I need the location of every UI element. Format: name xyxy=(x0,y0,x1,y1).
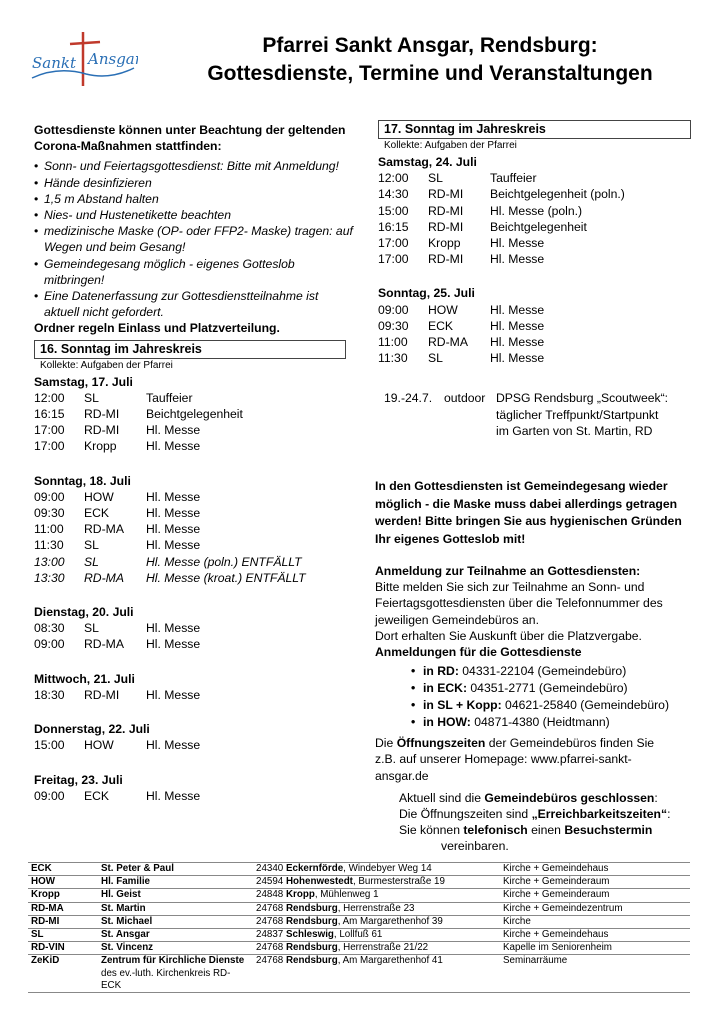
directory-name xyxy=(98,863,253,876)
church-name: St. Vincenz xyxy=(101,942,154,954)
service-type: Hl. Messe (kroat.) ENTFÄLLT xyxy=(146,570,306,585)
city-name: Eckernförde xyxy=(285,863,344,874)
service-location: SL xyxy=(84,538,99,553)
day-heading: Donnerstag, 22. Juli xyxy=(34,722,150,737)
service-time: 11:30 xyxy=(34,538,64,553)
street: , Burmesterstraße 19 xyxy=(352,876,445,888)
service-location: Kropp xyxy=(84,439,117,454)
corona-rule-item: • Sonn- und Feiertagsgottesdienst: Bitte mit Anmeldung! xyxy=(34,158,354,174)
directory-abbreviation xyxy=(28,863,98,876)
abbreviation-text: SL xyxy=(31,929,44,941)
text: der Gemeindebüros finden Sie xyxy=(485,736,655,751)
directory-row xyxy=(28,889,690,902)
directory-address xyxy=(253,942,500,955)
anmeldung-heading: Anmeldung zur Teilnahme an Gottesdiensten: xyxy=(375,564,641,578)
directory-name xyxy=(98,915,253,928)
service-type: Beichtgelegenheit xyxy=(146,407,243,422)
service-row xyxy=(378,318,698,334)
church-name: Hl. Familie xyxy=(101,876,150,888)
text: : xyxy=(667,807,671,822)
spacer xyxy=(34,455,354,471)
service-time: 16:15 xyxy=(378,219,409,234)
service-time: 15:00 xyxy=(378,203,409,218)
directory-name xyxy=(98,929,253,942)
service-location: SL xyxy=(428,351,443,366)
street: , Herrenstraße 21/22 xyxy=(337,942,429,954)
service-row xyxy=(34,406,354,422)
registration-place: in ECK: xyxy=(423,681,468,696)
directory-facility xyxy=(500,902,690,915)
text-bold: „Erreichbarkeitszeiten“ xyxy=(531,807,668,822)
city-name: Rendsburg xyxy=(285,902,338,914)
abbreviation-text: RD-MI xyxy=(31,915,60,927)
facility-type: Kirche xyxy=(503,915,531,927)
directory-facility xyxy=(500,929,690,942)
service-time: 09:00 xyxy=(34,637,65,652)
day-heading: Mittwoch, 21. Juli xyxy=(34,671,135,686)
postal-code: 24340 xyxy=(256,863,284,874)
service-type: Hl. Messe xyxy=(490,351,545,366)
service-location: HOW xyxy=(84,489,114,504)
service-type: Tauffeier xyxy=(490,171,537,186)
week17-schedule xyxy=(378,154,698,366)
page-title xyxy=(150,32,710,88)
service-time: 11:00 xyxy=(378,335,408,350)
service-type: Hl. Messe xyxy=(146,788,201,803)
abbreviation-text: RD-VIN xyxy=(31,942,65,954)
service-row xyxy=(34,390,354,406)
directory-facility xyxy=(500,863,690,876)
service-time: 18:30 xyxy=(34,687,65,702)
service-location: RD-MI xyxy=(428,187,464,202)
service-time: 16:15 xyxy=(34,407,65,422)
registration-place: in HOW: xyxy=(423,715,471,730)
week16-kollekte: Kollekte: Aufgaben der Pfarrei xyxy=(40,359,173,371)
directory-address xyxy=(253,876,500,889)
facility-type: Kirche + Gemeinderaum xyxy=(503,876,610,888)
directory-row xyxy=(28,929,690,942)
postal-code: 24768 xyxy=(256,942,284,954)
service-location: RD-MI xyxy=(84,687,120,702)
service-type: Hl. Messe xyxy=(490,252,545,267)
directory-name xyxy=(98,876,253,889)
spacer xyxy=(34,586,354,602)
service-location: ECK xyxy=(84,788,110,803)
abbreviation-text: HOW xyxy=(31,876,55,888)
service-row xyxy=(34,620,354,636)
anmeldung-line: jeweiligen Gemeindebüros an. xyxy=(375,612,539,627)
week16-title: 16. Sonntag im Jahreskreis xyxy=(34,340,346,359)
service-type: Hl. Messe xyxy=(490,302,545,317)
service-row xyxy=(34,505,354,521)
directory-abbreviation xyxy=(28,915,98,928)
service-type: Hl. Messe xyxy=(146,687,201,702)
anmeldung-line: Bitte melden Sie sich zur Teilnahme an Sonn- und xyxy=(375,580,645,595)
info-block xyxy=(375,478,700,855)
directory-abbreviation xyxy=(28,955,98,993)
service-type: Hl. Messe (poln.) xyxy=(490,203,583,218)
registration-item xyxy=(411,680,700,697)
text: Sie können xyxy=(399,823,464,838)
registration-phone: 04351-2771 (Gemeindebüro) xyxy=(470,681,628,696)
service-type: Tauffeier xyxy=(146,390,193,405)
service-time: 09:00 xyxy=(34,788,65,803)
text: vereinbaren. xyxy=(441,839,509,854)
service-location: Kropp xyxy=(428,236,461,251)
corona-rule-item: • Hände desinfizieren xyxy=(34,175,354,191)
service-row xyxy=(34,489,354,505)
directory-address xyxy=(253,902,500,915)
service-location: SL xyxy=(84,621,99,636)
event-line-2: täglicher Treffpunkt/Startpunkt xyxy=(496,407,659,422)
service-location: RD-MI xyxy=(428,252,464,267)
city-name: Hohenwestedt xyxy=(285,876,353,888)
gesang-line: werden! Bitte bringen Sie aus hygienischen Gründen xyxy=(375,514,682,528)
service-time: 17:00 xyxy=(378,236,409,251)
service-type: Hl. Messe xyxy=(146,439,201,454)
service-type: Hl. Messe xyxy=(146,506,201,521)
text: : xyxy=(654,790,658,805)
directory-abbreviation xyxy=(28,902,98,915)
facility-type: Kirche + Gemeindehaus xyxy=(503,929,609,941)
svg-text:Sankt: Sankt xyxy=(32,54,76,72)
service-time: 09:30 xyxy=(34,506,65,521)
directory-address xyxy=(253,889,500,902)
registration-phone: 04331-22104 (Gemeindebüro) xyxy=(462,664,627,679)
gesang-notice xyxy=(375,478,700,548)
title-line-2: Gottesdienste, Termine und Veranstaltungen xyxy=(207,62,653,85)
registration-phone: 04621-25840 (Gemeindebüro) xyxy=(505,698,670,713)
service-row xyxy=(378,251,698,267)
text: Aktuell sind die xyxy=(399,790,485,805)
street: , Windebyer Weg 14 xyxy=(343,863,432,874)
church-name: St. Peter & Paul xyxy=(101,863,174,874)
street: , Mühlenweg 1 xyxy=(314,889,379,901)
directory-abbreviation xyxy=(28,929,98,942)
svg-text:Ansgar: Ansgar xyxy=(88,50,138,68)
text-bold: Gemeindebüros geschlossen xyxy=(484,790,655,805)
service-type: Hl. Messe xyxy=(146,738,201,753)
service-row xyxy=(378,302,698,318)
service-time: 14:30 xyxy=(378,187,409,202)
service-time: 08:30 xyxy=(34,621,65,636)
directory-facility xyxy=(500,955,690,993)
anmeldung-list-heading: Anmeldungen für die Gottesdienste xyxy=(375,645,582,660)
service-location: RD-MA xyxy=(84,522,124,537)
directory-row xyxy=(28,902,690,915)
directory-row xyxy=(28,876,690,889)
service-location: SL xyxy=(428,171,443,186)
directory-row xyxy=(28,915,690,928)
facility-type: Seminarräume xyxy=(503,955,568,967)
directory-address xyxy=(253,955,500,993)
service-type: Hl. Messe xyxy=(490,335,545,350)
event-date: 19.-24.7. xyxy=(384,391,433,406)
facility-type: Kirche + Gemeinderaum xyxy=(503,889,610,901)
service-row xyxy=(34,737,354,753)
spacer xyxy=(34,754,354,770)
day-heading: Sonntag, 18. Juli xyxy=(34,473,131,488)
service-time: 12:00 xyxy=(378,171,409,186)
directory-facility xyxy=(500,942,690,955)
city-name: Schleswig xyxy=(285,929,334,941)
service-row xyxy=(34,422,354,438)
service-location: RD-MI xyxy=(428,203,464,218)
postal-code: 24594 xyxy=(256,876,284,888)
service-location: HOW xyxy=(428,302,458,317)
homepage-line: z.B. auf unserer Homepage: www.pfarrei-sankt- xyxy=(375,752,632,767)
day-heading: Freitag, 23. Juli xyxy=(34,772,123,787)
corona-rules xyxy=(34,158,354,320)
service-location: SL xyxy=(84,554,99,569)
service-time: 15:00 xyxy=(34,738,65,753)
church-name-line2: des ev.-luth. Kirchenkreis RD-ECK xyxy=(101,967,231,991)
service-location: RD-MA xyxy=(84,570,124,585)
postal-code: 24837 xyxy=(256,929,284,941)
service-type: Hl. Messe xyxy=(146,637,201,652)
facility-type: Kirche + Gemeindehaus xyxy=(503,863,609,874)
anmeldung-line: Feiertagsgottesdiensten über die Telefonnummer des xyxy=(375,596,663,611)
day-heading: Samstag, 24. Juli xyxy=(378,155,477,169)
service-row xyxy=(34,537,354,553)
service-type: Hl. Messe xyxy=(146,621,201,636)
event-line-3: im Garten von St. Martin, RD xyxy=(496,423,653,438)
week17-title: 17. Sonntag im Jahreskreis xyxy=(378,120,691,139)
service-location: RD-MI xyxy=(84,407,120,422)
service-type: Hl. Messe (poln.) ENTFÄLLT xyxy=(146,554,302,569)
service-row xyxy=(378,186,698,202)
service-time: 13:30 xyxy=(34,570,65,585)
postal-code: 24848 xyxy=(256,889,284,901)
service-row xyxy=(378,350,698,366)
service-row xyxy=(34,438,354,454)
street: , Herrenstraße 23 xyxy=(337,902,415,914)
corona-rule-item: • Eine Datenerfassung zur Gottesdienstteilnahme ist aktuell nicht gefordert. xyxy=(34,288,354,320)
service-time: 09:30 xyxy=(378,318,409,333)
buero-geschlossen xyxy=(399,790,700,855)
service-location: RD-MA xyxy=(428,335,468,350)
church-directory-table xyxy=(28,862,690,993)
abbreviation-text: RD-MA xyxy=(31,902,64,914)
corona-footer: Ordner regeln Einlass und Platzverteilung. xyxy=(34,321,280,336)
week17-kollekte: Kollekte: Aufgaben der Pfarrei xyxy=(384,140,517,151)
left-column xyxy=(34,122,354,804)
facility-type: Kapelle im Seniorenheim xyxy=(503,942,612,954)
service-location: SL xyxy=(84,390,99,405)
gesang-line: In den Gottesdiensten ist Gemeindegesang wieder xyxy=(375,479,668,493)
postal-code: 24768 xyxy=(256,915,284,927)
spacer xyxy=(34,703,354,719)
service-row xyxy=(378,170,698,186)
service-type: Hl. Messe xyxy=(490,236,545,251)
directory-facility xyxy=(500,876,690,889)
directory-facility xyxy=(500,915,690,928)
day-heading: Sonntag, 25. Juli xyxy=(378,286,475,301)
street: , Am Margarethenhof 39 xyxy=(337,915,443,927)
anmeldung-line: Dort erhalten Sie Auskunft über die Platzvergabe. xyxy=(375,628,642,643)
directory-name xyxy=(98,955,253,993)
service-time: 12:00 xyxy=(34,390,65,405)
service-type: Hl. Messe xyxy=(490,318,545,333)
spacer xyxy=(378,267,698,283)
corona-heading-2: Corona-Maßnahmen stattfinden: xyxy=(34,139,222,154)
service-row xyxy=(378,219,698,235)
week16-schedule xyxy=(34,374,354,804)
service-time: 11:30 xyxy=(378,351,408,366)
church-name: St. Ansgar xyxy=(101,929,150,941)
street: , Lollfuß 61 xyxy=(333,929,383,941)
directory-address xyxy=(253,863,500,876)
cancelled-service-row xyxy=(34,570,354,586)
text: Die Öffnungszeiten sind xyxy=(399,807,532,822)
service-row xyxy=(34,788,354,804)
event-scoutweek xyxy=(384,390,698,439)
registration-list xyxy=(411,663,700,731)
service-row xyxy=(378,334,698,350)
registration-item xyxy=(411,697,700,714)
service-row xyxy=(378,235,698,251)
facility-type: Kirche + Gemeindezentrum xyxy=(503,902,623,914)
directory-name xyxy=(98,889,253,902)
service-row xyxy=(34,687,354,703)
service-type: Beichtgelegenheit xyxy=(490,219,587,234)
homepage-line: ansgar.de xyxy=(375,768,429,783)
church-name: St. Martin xyxy=(101,902,146,914)
city-name: Kropp xyxy=(285,889,315,901)
directory-name xyxy=(98,942,253,955)
church-name: Zentrum für Kirchliche Dienste xyxy=(101,955,245,967)
service-time: 17:00 xyxy=(34,423,65,438)
service-location: ECK xyxy=(428,318,454,333)
directory-abbreviation xyxy=(28,889,98,902)
city-name: Rendsburg xyxy=(285,915,338,927)
corona-rule-item: • 1,5 m Abstand halten xyxy=(34,191,354,207)
service-row xyxy=(378,203,698,219)
gesang-line: Ihr eigenes Gotteslob mit! xyxy=(375,531,526,546)
day-heading: Dienstag, 20. Juli xyxy=(34,605,134,620)
directory-facility xyxy=(500,889,690,902)
service-time: 09:00 xyxy=(378,302,409,317)
registration-place: in SL + Kopp: xyxy=(423,698,502,713)
directory-name xyxy=(98,902,253,915)
abbreviation-text: Kropp xyxy=(31,889,60,901)
directory-row xyxy=(28,863,690,876)
directory-address xyxy=(253,915,500,928)
corona-rule-item: • medizinische Maske (OP- oder FFP2- Maske) tragen: auf Wegen und beim Gesang! xyxy=(34,223,354,255)
service-type: Hl. Messe xyxy=(146,522,201,537)
text: einen xyxy=(527,823,565,838)
service-location: RD-MA xyxy=(84,637,124,652)
postal-code: 24768 xyxy=(256,902,284,914)
parish-logo xyxy=(28,28,138,90)
spacer xyxy=(34,653,354,669)
anmeldung-text xyxy=(375,579,700,644)
city-name: Rendsburg xyxy=(285,955,338,967)
text-bold: Öffnungszeiten xyxy=(396,736,486,751)
service-type: Hl. Messe xyxy=(146,538,201,553)
event-line-1: DPSG Rendsburg „Scoutweek“: xyxy=(496,391,669,406)
corona-heading xyxy=(34,122,354,154)
gesang-line: möglich - die Maske muss dabei allerdings getragen xyxy=(375,496,678,511)
directory-row xyxy=(28,955,690,993)
postal-code: 24768 xyxy=(256,955,284,967)
registration-place: in RD: xyxy=(423,664,459,679)
event-description xyxy=(496,390,668,439)
event-place: outdoor xyxy=(444,391,486,406)
right-column xyxy=(378,120,698,439)
text-bold: telefonisch xyxy=(463,823,528,838)
service-type: Hl. Messe xyxy=(146,489,201,504)
corona-rule-item: • Nies- und Hustenetikette beachten xyxy=(34,207,354,223)
service-location: HOW xyxy=(84,738,114,753)
registration-item xyxy=(411,663,700,680)
corona-rule-item: • Gemeindegesang möglich - eigenes Gotteslob mitbringen! xyxy=(34,256,354,288)
street: , Am Margarethenhof 41 xyxy=(337,955,443,967)
oeffnungszeiten-text xyxy=(375,735,700,784)
directory-row xyxy=(28,942,690,955)
service-location: RD-MI xyxy=(428,219,464,234)
service-time: 11:00 xyxy=(34,522,64,537)
directory-abbreviation xyxy=(28,942,98,955)
service-location: ECK xyxy=(84,506,110,521)
service-location: RD-MI xyxy=(84,423,120,438)
service-row xyxy=(34,636,354,652)
service-row xyxy=(34,521,354,537)
cancelled-service-row xyxy=(34,554,354,570)
directory-abbreviation xyxy=(28,876,98,889)
title-line-1: Pfarrei Sankt Ansgar, Rendsburg: xyxy=(262,34,598,57)
city-name: Rendsburg xyxy=(285,942,338,954)
registration-phone: 04871-4380 (Heidtmann) xyxy=(474,715,610,730)
church-name: St. Michael xyxy=(101,915,153,927)
corona-heading-1: Gottesdienste können unter Beachtung der geltenden xyxy=(34,123,346,137)
directory-address xyxy=(253,929,500,942)
service-type: Beichtgelegenheit (poln.) xyxy=(490,187,625,202)
text-bold: Besuchstermin xyxy=(564,823,653,838)
service-type: Hl. Messe xyxy=(146,423,201,438)
text: Die xyxy=(375,736,397,751)
abbreviation-text: ECK xyxy=(31,863,52,874)
day-heading: Samstag, 17. Juli xyxy=(34,374,133,389)
service-time: 17:00 xyxy=(378,252,409,267)
service-time: 17:00 xyxy=(34,439,65,454)
service-time: 13:00 xyxy=(34,554,65,569)
service-time: 09:00 xyxy=(34,489,65,504)
registration-item xyxy=(411,714,700,731)
church-name: Hl. Geist xyxy=(101,889,141,901)
abbreviation-text: ZeKiD xyxy=(31,955,60,967)
